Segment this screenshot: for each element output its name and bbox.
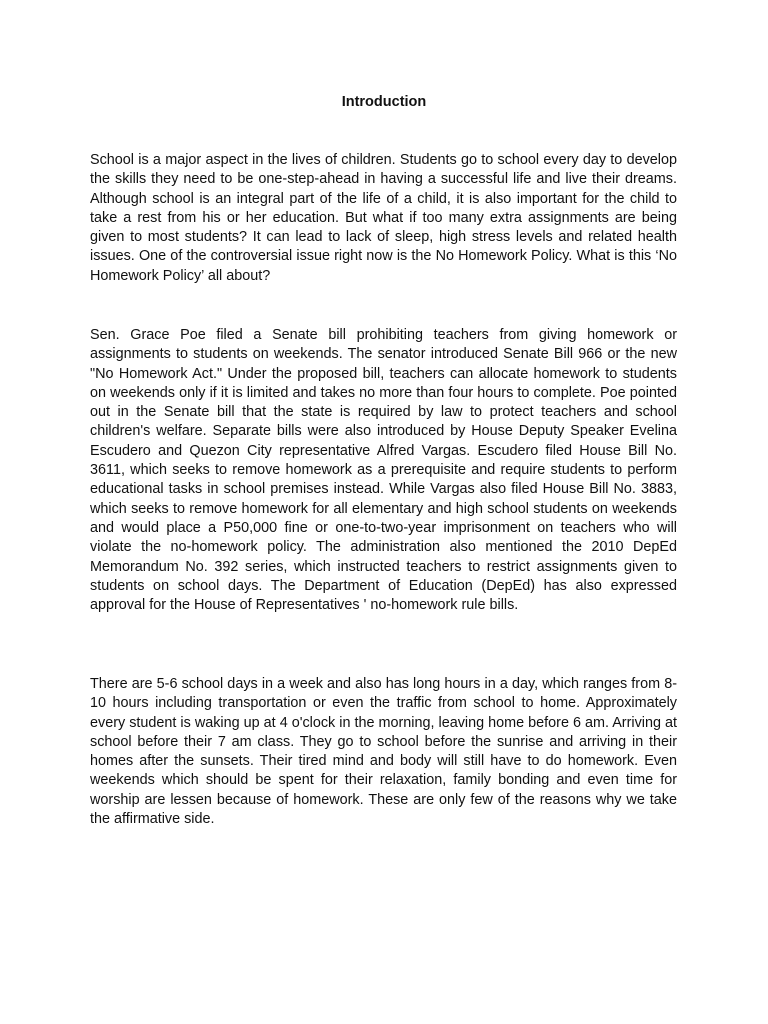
document-title: Introduction [341, 94, 427, 110]
paragraph-reasons: There are 5-6 school days in a week and also has long hours in a day, which ranges from 8-10 hours including transportation or even the traffic from school to home. Approximately every student is waking up at 4 o'clock in the morning, leaving home before 6 am. Arriving at school before their 7 am class. They go to school before the sunrise and arriving in their homes after the sunsets. Their tired mind and body will still have to do homework. Even weekends which should be spent for their relaxation, family bonding and even time for worship are lessen because of homework. These are only few of the reasons why we take the affirmative side. [90, 676, 677, 828]
paragraph-bills: Sen. Grace Poe filed a Senate bill prohibiting teachers from giving homework or assignments to students on weekends. The senator introduced Senate Bill 966 or the new "No Homework Act." Under the proposed bill, teachers can allocate homework to students on weekends only if it is limited and takes no more than four hours to complete. Poe pointed out in the Senate bill that the state is required by law to protect teachers and school children's welfare. Separate bills were also introduced by House Deputy Speaker Evelina Escudero and Quezon City representative Alfred Vargas. Escudero filed House Bill No. 3611, which seeks to remove homework as a prerequisite and require students to perform educational tasks in school premises instead. While Vargas also filed House Bill No. 3883, which seeks to remove homework for all elementary and high school students on weekends and would place a P50,000 fine or one-to-two-year imprisonment on teachers who will violate the no-homework policy. The administration also mentioned the 2010 DepEd Memorandum No. 392 series, which instructed teachers to restrict assignments given to students on school days. The Department of Education (DepEd) has also expressed approval for the House of Representatives ' no-homework rule bills. [90, 327, 677, 614]
paragraph-intro: School is a major aspect in the lives of children. Students go to school every day to develop the skills they need to be one-step-ahead in having a successful life and live their dreams. Although school is an integral part of the life of a child, it is also important for the child to take a rest from his or her education. But what if too many extra assignments are being given to most students? It can lead to lack of sleep, high stress levels and related health issues. One of the controversial issue right now is the No Homework Policy. What is this ‘No Homework Policy’ all about? [90, 152, 677, 284]
